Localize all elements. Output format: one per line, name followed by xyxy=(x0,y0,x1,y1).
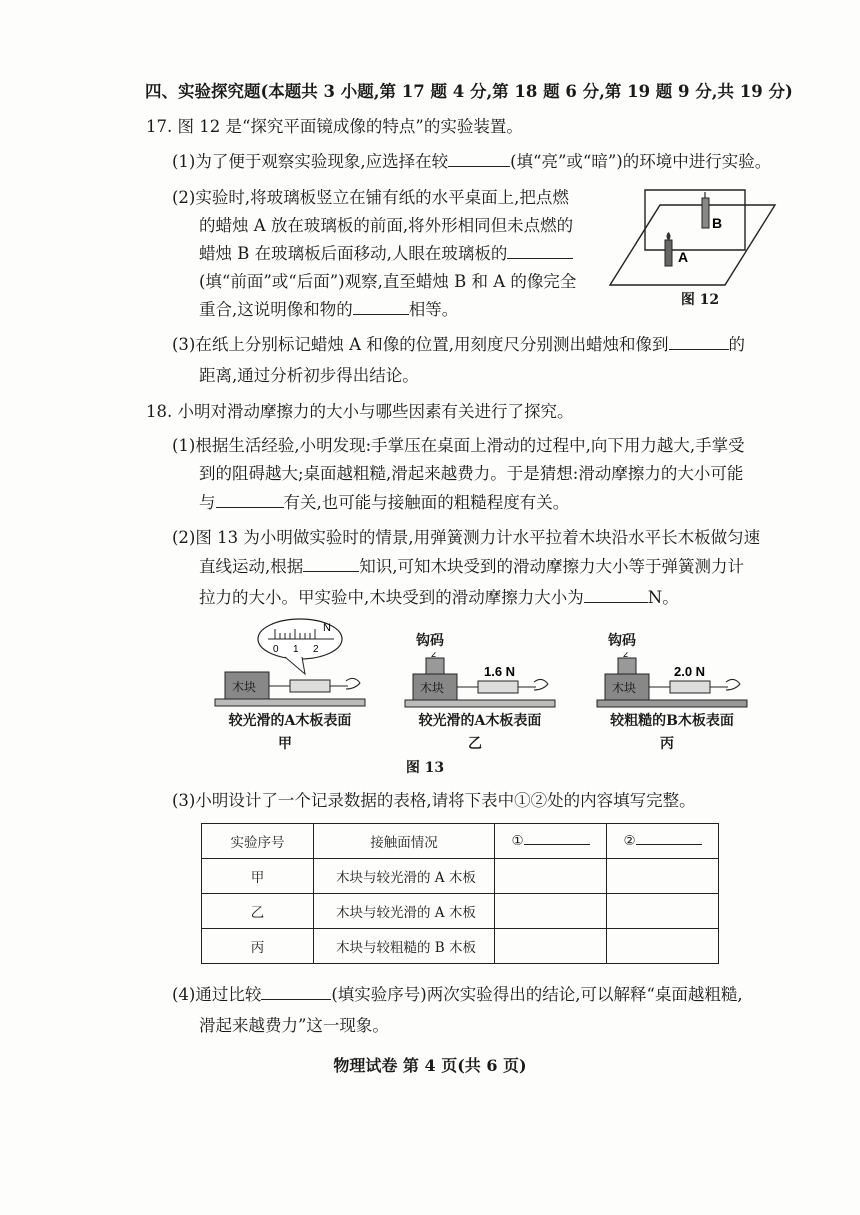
table-row xyxy=(202,894,719,929)
figure-13-panel-jia xyxy=(210,617,370,707)
table-cell-empty[interactable] xyxy=(607,859,719,894)
candle-b-label: B xyxy=(712,215,723,231)
q18-part2-line2 xyxy=(199,555,744,579)
table-cell: 甲 xyxy=(202,859,314,894)
block-label: 木块 xyxy=(612,681,637,695)
table-cell-empty[interactable] xyxy=(495,859,607,894)
q17-answer-blank-3[interactable] xyxy=(353,298,409,315)
q17-part2-line1: (2)实验时,将玻璃板竖立在铺有纸的水平桌面上,把点燃 xyxy=(172,188,569,207)
q18-stem: 18. 小明对滑动摩擦力的大小与哪些因素有关进行了探究。 xyxy=(146,402,574,421)
weight-mark: 2 xyxy=(623,652,629,659)
table-header-blank-1[interactable] xyxy=(495,824,607,859)
panel-yi-surface: 较光滑的A木板表面 xyxy=(418,713,542,729)
q18-answer-blank-4[interactable] xyxy=(261,983,331,1000)
gauge-unit: N xyxy=(323,622,331,634)
table-cell: 木块与较粗糙的 B 木板 xyxy=(314,929,495,964)
q17-part1 xyxy=(172,150,771,174)
q17-part2-line3 xyxy=(199,242,573,266)
q17-part1-text-a: (1)为了便于观察实验现象,应选择在较 xyxy=(172,152,449,171)
q18-part3: (3)小明设计了一个记录数据的表格,请将下表中①②处的内容填写完整。 xyxy=(172,791,696,810)
q18-part2-line2-text-a: 直线运动,根据 xyxy=(199,557,304,576)
figure-13-caption: 图 13 xyxy=(405,760,445,776)
block-label: 木块 xyxy=(232,680,257,694)
q17-answer-blank-4[interactable] xyxy=(669,333,729,350)
gauge-tick-1: 1 xyxy=(293,644,299,655)
section-heading: 四、实验探究题(本题共 3 小题,第 17 题 4 分,第 18 题 6 分,第 19 题 9 分,共 19 分) xyxy=(145,82,793,101)
q17-answer-blank-1[interactable] xyxy=(448,150,510,167)
record-table xyxy=(201,823,719,964)
q17-part3-line1 xyxy=(172,333,745,357)
q18-part2-line3-text-a: 拉力的大小。甲实验中,木块受到的滑动摩擦力大小为 xyxy=(199,588,584,607)
table-cell: 丙 xyxy=(202,929,314,964)
q18-part1-line3 xyxy=(199,491,569,515)
candle-a-label: A xyxy=(678,249,689,265)
q18-part4-text-b: (填实验序号)两次实验得出的结论,可以解释“桌面越粗糙, xyxy=(331,985,743,1004)
table-cell: 木块与较光滑的 A 木板 xyxy=(314,859,495,894)
page-footer: 物理试卷 第 4 页(共 6 页) xyxy=(333,1056,527,1075)
q18-part1-line1: (1)根据生活经验,小明发现:手掌压在桌面上滑动的过程中,向下用力越大,手掌受 xyxy=(172,436,745,455)
table-cell: 木块与较光滑的 A 木板 xyxy=(314,894,495,929)
table-row xyxy=(202,929,719,964)
q18-part4-line2: 滑起来越费力”这一现象。 xyxy=(199,1016,389,1035)
figure-13-panel-bing xyxy=(592,652,752,708)
q18-part4-text-a: (4)通过比较 xyxy=(172,985,262,1004)
q17-part2-line5-text-b: 相等。 xyxy=(408,300,459,319)
gauge-tick-2: 2 xyxy=(313,644,319,655)
q17-part1-text-b: (填“亮”或“暗”)的环境中进行实验。 xyxy=(510,152,772,171)
header-marker: ① xyxy=(511,833,524,849)
q17-part3-line2: 距离,通过分析初步得出结论。 xyxy=(199,366,419,385)
table-header-blank-2[interactable] xyxy=(607,824,719,859)
table-row xyxy=(202,859,719,894)
table-cell-empty[interactable] xyxy=(495,894,607,929)
panel-jia-name: 甲 xyxy=(278,736,292,752)
gauge-tick-0: 0 xyxy=(273,644,279,655)
q18-answer-blank-3[interactable] xyxy=(584,586,648,603)
header-marker: ② xyxy=(623,833,636,849)
q18-part1-line2: 到的阻碍越大;桌面越粗糙,滑起来越费力。于是猜想:滑动摩擦力的大小可能 xyxy=(199,464,744,483)
q17-part2-line5-text-a: 重合,这说明像和物的 xyxy=(199,300,353,319)
weight-mark: 2 xyxy=(431,652,437,659)
table-cell-empty[interactable] xyxy=(495,929,607,964)
table-header-cell: 接触面情况 xyxy=(314,824,495,859)
q17-answer-blank-2[interactable] xyxy=(507,242,573,259)
q17-part2-line5 xyxy=(199,298,458,322)
q17-part2-line2: 的蜡烛 A 放在玻璃板的前面,将外形相同但未点燃的 xyxy=(199,216,574,235)
figure-13-panel-yi xyxy=(400,652,560,708)
q18-part1-line3-text-a: 与 xyxy=(199,493,216,512)
panel-bing-force: 2.0 N xyxy=(674,664,706,679)
block-label: 木块 xyxy=(420,681,445,695)
panel-bing-surface: 较粗糙的B木板表面 xyxy=(610,713,734,729)
q17-part3-text-b: 的 xyxy=(728,335,746,354)
q18-answer-blank-2[interactable] xyxy=(303,555,359,572)
q18-part4-line1 xyxy=(172,983,743,1007)
q18-part2-line1: (2)图 13 为小明做实验时的情景,用弹簧测力计水平拉着木块沿水平长木板做匀速 xyxy=(172,528,761,547)
q17-part3-text-a: (3)在纸上分别标记蜡烛 A 和像的位置,用刻度尺分别测出蜡烛和像到 xyxy=(172,335,669,354)
table-header-line xyxy=(636,834,702,845)
panel-bing-name: 丙 xyxy=(660,736,674,752)
q17-part2-line3-text: 蜡烛 B 在玻璃板后面移动,人眼在玻璃板的 xyxy=(199,244,508,263)
panel-bing-weight-label: 钩码 xyxy=(608,633,636,649)
panel-jia-surface: 较光滑的A木板表面 xyxy=(228,713,352,729)
table-cell: 乙 xyxy=(202,894,314,929)
table-cell-empty[interactable] xyxy=(607,894,719,929)
q17-stem: 17. 图 12 是“探究平面镜成像的特点”的实验装置。 xyxy=(146,117,523,136)
panel-yi-weight-label: 钩码 xyxy=(416,633,444,649)
panel-yi-force: 1.6 N xyxy=(484,664,516,679)
q18-part2-line3-text-b: N。 xyxy=(647,588,679,607)
panel-yi-name: 乙 xyxy=(468,736,482,752)
table-cell-empty[interactable] xyxy=(607,929,719,964)
q18-part1-line3-text-b: 有关,也可能与接触面的粗糙程度有关。 xyxy=(283,493,570,512)
q18-answer-blank-1[interactable] xyxy=(216,491,284,508)
q18-part2-line3 xyxy=(199,586,679,610)
q17-part2-line4: (填“前面”或“后面”)观察,直至蜡烛 B 和 A 的像完全 xyxy=(199,272,577,291)
table-header-row xyxy=(202,824,719,859)
table-header-cell: 实验序号 xyxy=(202,824,314,859)
q18-part2-line2-text-b: 知识,可知木块受到的滑动摩擦力大小等于弹簧测力计 xyxy=(359,557,744,576)
figure-12-caption: 图 12 xyxy=(680,292,720,308)
table-header-line xyxy=(524,834,590,845)
